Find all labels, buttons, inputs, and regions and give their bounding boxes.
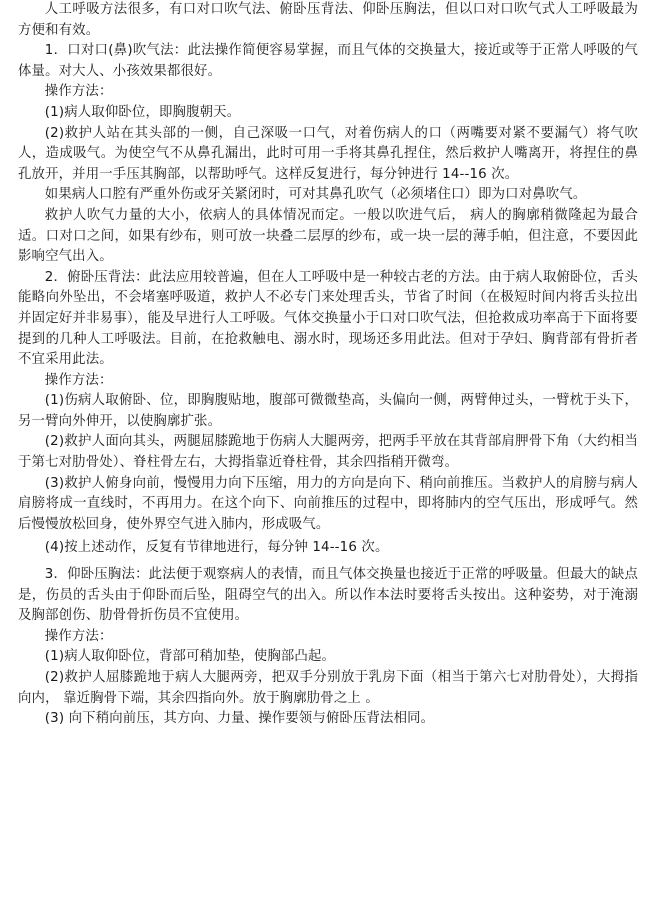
operation-method-label: 操作方法：: [44, 84, 113, 100]
operation-method-label: 操作方法：: [44, 372, 113, 388]
mouth-to-nose-note: 如果病人口腔有严重外伤或牙关紧闭时，可对其鼻孔吹气（必须堵住口）即为口对鼻吹气。: [44, 187, 587, 203]
intro-paragraph: 人工呼吸方法很多，有口对口吹气法、俯卧压背法、仰卧压胸法，但以口对口吹气式人工呼吸最为方便和有效。: [18, 2, 638, 38]
method-2-step-4: (4)按上述动作，反复有节律地进行，每分钟 14--16 次。: [44, 540, 389, 556]
method-3-step-3: (3) 向下稍向前压，其方向、力量、操作要领与俯卧压背法相同。: [44, 711, 435, 727]
method-3-step-2: (2)救护人屈膝跪地于病人大腿两旁，把双手分别放于乳房下面（相当于第六七对肋骨处），大拇指向内， 靠近胸骨下端，其余四指向外。放于胸廓肋骨之上 。: [18, 670, 638, 706]
method-2-step-3: (3)救护人俯身向前，慢慢用力向下压缩，用力的方向是向下、稍向前推压。当救护人的肩膀与病人肩膀将成一直线时，不再用力。在这个向下、向前推压的过程中，即将肺内的空气压出，形成呼气。然后慢慢放松回身，使外界空气进入肺内，形成吸气。: [18, 475, 638, 532]
method-2-step-1: (1)伤病人取俯卧、位，即胸腹贴地，腹部可微微垫高，头偏向一侧，两臂伸过头，一臂枕于头下，另一臂向外伸开，以使胸廓扩张。: [18, 393, 638, 429]
blowing-force-note: 救护人吹气力量的大小，依病人的具体情况而定。一般以吹进气后， 病人的胸廓稍微隆起为最合适。口对口之间，如果有纱布，则可放一块叠二层厚的纱布，或一块一层的薄手帕，但注意，不要因此影响空气出入。: [18, 207, 638, 265]
section-1-heading-paragraph: 1．口对口(鼻)吹气法：此法操作简便容易掌握，而且气体的交换量大，接近或等于正常人呼吸的气体量。对大人、小孩效果都很好。: [18, 43, 638, 79]
method-1-step-1: (1)病人取仰卧位，即胸腹朝天。: [44, 104, 241, 120]
operation-method-label: 操作方法：: [44, 628, 113, 644]
method-1-step-2: (2)救护人站在其头部的一侧，自己深吸一口气，对着伤病人的口（两嘴要对紧不要漏气）将气吹人，造成吸气。为使空气不从鼻孔漏出，此时可用一手将其鼻孔捏住，然后救护人嘴离开，将捏住的鼻孔放开，并用一手压其胸部，以帮助呼气。这样反复进行，每分钟进行 14--16 次。: [18, 125, 638, 182]
article-body: [18, 0, 638, 730]
section-2-heading-paragraph: 2．俯卧压背法：此法应用较普遍，但在人工呼吸中是一种较古老的方法。由于病人取俯卧位，舌头能略向外坠出，不会堵塞呼吸道，救护人不必专门来处理舌头，节省了时间（在极短时间内将舌头拉出并固定好并非易事），能及早进行人工呼吸。气体交换量小于口对口吹气法，但抢救成功率高于下面将要提到的几种人工呼吸法。目前，在抢救触电、溺水时，现场还多用此法。但对于孕妇、胸背部有骨折者不宜采用此法。: [18, 269, 638, 368]
section-3-heading-paragraph: 3．仰卧压胸法：此法便于观察病人的表情，而且气体交换量也接近于正常的呼吸量。但最大的缺点是，伤员的舌头由于仰卧而后坠，阻碍空气的出入。所以作本法时要将舌头按出。这种姿势，对于淹溺及胸部创伤、肋骨骨折伤员不宜使用。: [18, 567, 638, 624]
method-3-step-1: (1)病人取仰卧位，背部可稍加垫，使胸部凸起。: [44, 649, 336, 665]
method-2-step-2: (2)救护人面向其头，两腿屈膝跪地于伤病人大腿两旁，把两手平放在其背部肩胛骨下角（大约相当于第七对肋骨处）、脊柱骨左右，大拇指靠近脊柱骨，其余四指稍开微弯。: [18, 434, 638, 471]
